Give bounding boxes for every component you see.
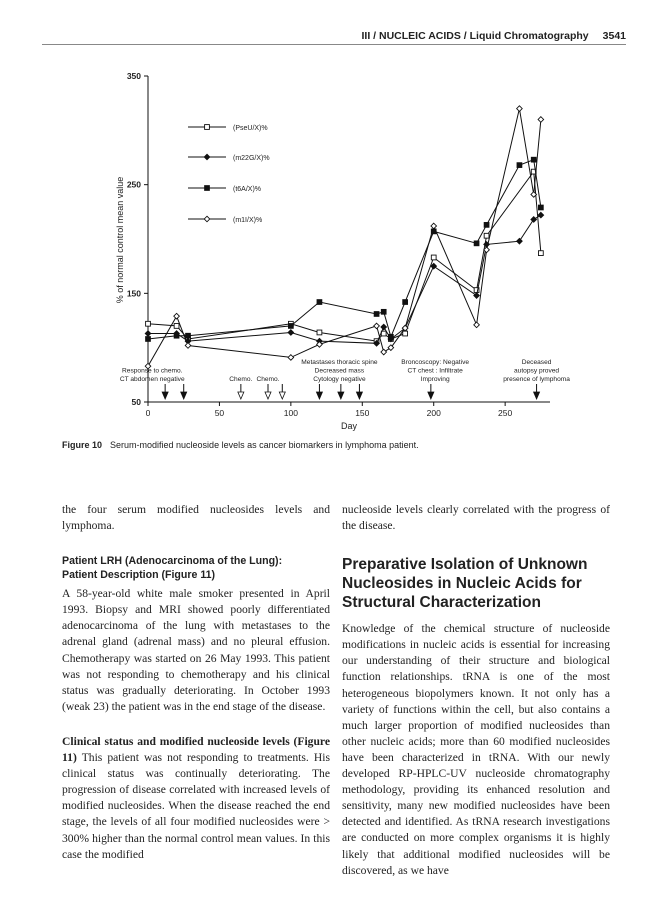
figure-10-chart [0, 0, 668, 440]
data-point [474, 322, 480, 328]
series-1 [146, 169, 544, 343]
legend-entry [188, 125, 268, 132]
data-point [517, 106, 523, 112]
data-point [288, 330, 294, 336]
legend-marker [204, 154, 210, 160]
annotation-text: Improving [420, 376, 450, 383]
section-body: Knowledge of the chemical structure of nucleoside modifications in nucleic acids is essential for increasing our understanding of their structure and biological function relationships. tRNA is one of the most heterogeneous biopolymers known. It not only has a variety of functions within the cell, but also contains a much larger proportion of modified nucleosides than other nucleic acids; more than 60 modified nucleosides have been characterized in tRNA. With our newly developed RP-HPLC-UV nucleoside chromatography methodology, providing its enhanced resolution and sensitivity, many new modified nucleosides have been detected and identified. As tRNA research investigations are conducted on more complex organisms it is highly likely that additional modified nucleosides will be discovered, as we have [342, 622, 610, 877]
data-point [474, 241, 479, 246]
data-point [517, 163, 522, 168]
patient-heading-1: Patient LRH (Adenocarcinoma of the Lung): [62, 555, 283, 568]
patient-description: A 58-year-old white male smoker presented in April 1993. Biopsy and MRI showed poorly differentiated adenocarcinoma of the lung with metastases to the adrenal gland (adrenal mass) and no pleural effusion. Chemotherapy was started on 26 May 1993. This patient was not responding to chemotherapy and his clinical status was gradually deteriorating. In October 1993 (weak 23) the patient was in the end stage of the disease. [62, 587, 330, 713]
legend-label: (PseU/X)% [233, 125, 268, 132]
x-tick-label: 50 [214, 408, 225, 418]
patient-heading-2: Patient Description (Figure 11) [62, 569, 216, 582]
y-tick-label: 350 [126, 71, 141, 81]
clinical-paragraph [62, 734, 330, 863]
data-point [374, 312, 379, 317]
data-point [174, 313, 180, 319]
right-column [342, 502, 610, 879]
legend-label: (t6A/X)% [233, 186, 262, 193]
x-tick-label: 200 [426, 408, 441, 418]
legend-label: (m1I/X)% [233, 217, 263, 224]
event-arrow-filled [356, 392, 362, 399]
data-point [531, 157, 536, 162]
page-number: 3541 [602, 30, 626, 42]
x-tick-label: 0 [145, 408, 151, 418]
data-point [538, 212, 544, 218]
left-continuation: the four serum modified nucleosides levels and lymphoma. [62, 503, 330, 533]
y-tick-label: 150 [126, 288, 141, 299]
legend-marker [205, 186, 210, 191]
x-axis-label: Day [340, 421, 358, 431]
x-tick-label: 150 [355, 408, 370, 418]
annotation-text: autopsy proved [514, 367, 560, 375]
data-point [381, 324, 387, 330]
legend-marker [205, 125, 210, 130]
event-arrow-open [238, 392, 244, 399]
annotation-text: Chemo. [256, 376, 280, 383]
data-point [484, 222, 489, 227]
data-point [146, 321, 151, 326]
series-line [148, 109, 541, 367]
series-2 [145, 212, 543, 346]
annotation-text: Decreased mass [314, 367, 365, 375]
data-point [484, 233, 489, 238]
event-arrow-open [265, 392, 271, 399]
figure-caption-text: Serum-modified nucleoside levels as cancer biomarkers in lymphoma patient. [110, 440, 419, 450]
data-point [374, 323, 380, 329]
clinical-text: This patient was not responding to treatments. His clinical status was continually deteriorating. The progression of disease correlated with increased levels of modified nucleosides. When the disease reached the end stage, the levels of all four modified nucleosides were > 300% higher than the normal control mean values. In this case the modified [62, 751, 330, 861]
annotation-text: presence of lymphoma [503, 376, 570, 383]
figure-label: Figure 10 [62, 440, 103, 450]
data-point [288, 355, 294, 361]
event-arrow-filled [534, 392, 540, 399]
data-point [431, 223, 437, 229]
data-point [381, 349, 387, 355]
annotation-text: CT chest : Infiltrate [407, 367, 463, 375]
data-point [174, 324, 179, 329]
event-arrow-filled [181, 392, 187, 399]
legend-entry [188, 154, 270, 162]
data-point [403, 300, 408, 305]
y-tick-label: 50 [131, 397, 141, 407]
legend-entry [188, 216, 262, 224]
data-point [538, 205, 543, 210]
right-continuation: nucleoside levels clearly correlated with the progress of the disease. [342, 503, 610, 533]
annotation-text: Deceased [521, 358, 552, 366]
legend-marker [204, 216, 210, 222]
running-title: III / NUCLEIC ACIDS / Liquid Chromatography [361, 30, 589, 42]
data-point [403, 331, 408, 336]
annotation-text: CT abdomen negative [119, 376, 185, 383]
x-tick-label: 100 [283, 408, 298, 418]
legend-label: (m22G/X)% [233, 155, 270, 162]
data-point [388, 334, 393, 339]
data-point [174, 333, 179, 338]
y-axis-label: % of normal control mean value [115, 176, 125, 304]
annotation-text: Chemo. [229, 376, 253, 383]
x-tick-label: 250 [498, 408, 513, 418]
figure-caption [62, 440, 622, 450]
annotation-text: Response to chemo. [122, 367, 183, 375]
data-point [517, 238, 523, 244]
event-arrow-filled [428, 392, 434, 399]
data-point [538, 117, 544, 123]
data-point [186, 333, 191, 338]
event-arrow-filled [316, 392, 322, 399]
annotation-text: Metastases thoracic spine [301, 358, 378, 366]
data-point [146, 337, 151, 342]
data-point [317, 300, 322, 305]
event-arrow-filled [338, 392, 344, 399]
annotation-text: Cytology negative [313, 376, 366, 383]
data-point [538, 251, 543, 256]
data-point [288, 324, 293, 329]
series-line [148, 172, 541, 342]
data-point [381, 309, 386, 314]
legend-entry [188, 186, 261, 193]
left-column [62, 502, 330, 863]
data-point [531, 217, 537, 223]
annotation-text: Broncoscopy: Negative [401, 358, 470, 366]
data-point [431, 255, 436, 260]
data-point [317, 330, 322, 335]
y-tick-label: 250 [126, 179, 141, 190]
event-arrow-open [279, 392, 285, 399]
clinical-heading: Clinical status and modified nucleoside levels (Figure 11) [62, 734, 330, 765]
section-heading: Preparative Isolation of Unknown Nucleosides in Nucleic Acids for Structural Characterization [342, 556, 588, 612]
event-arrow-filled [162, 392, 168, 399]
data-point [145, 331, 151, 337]
data-point [185, 343, 191, 349]
